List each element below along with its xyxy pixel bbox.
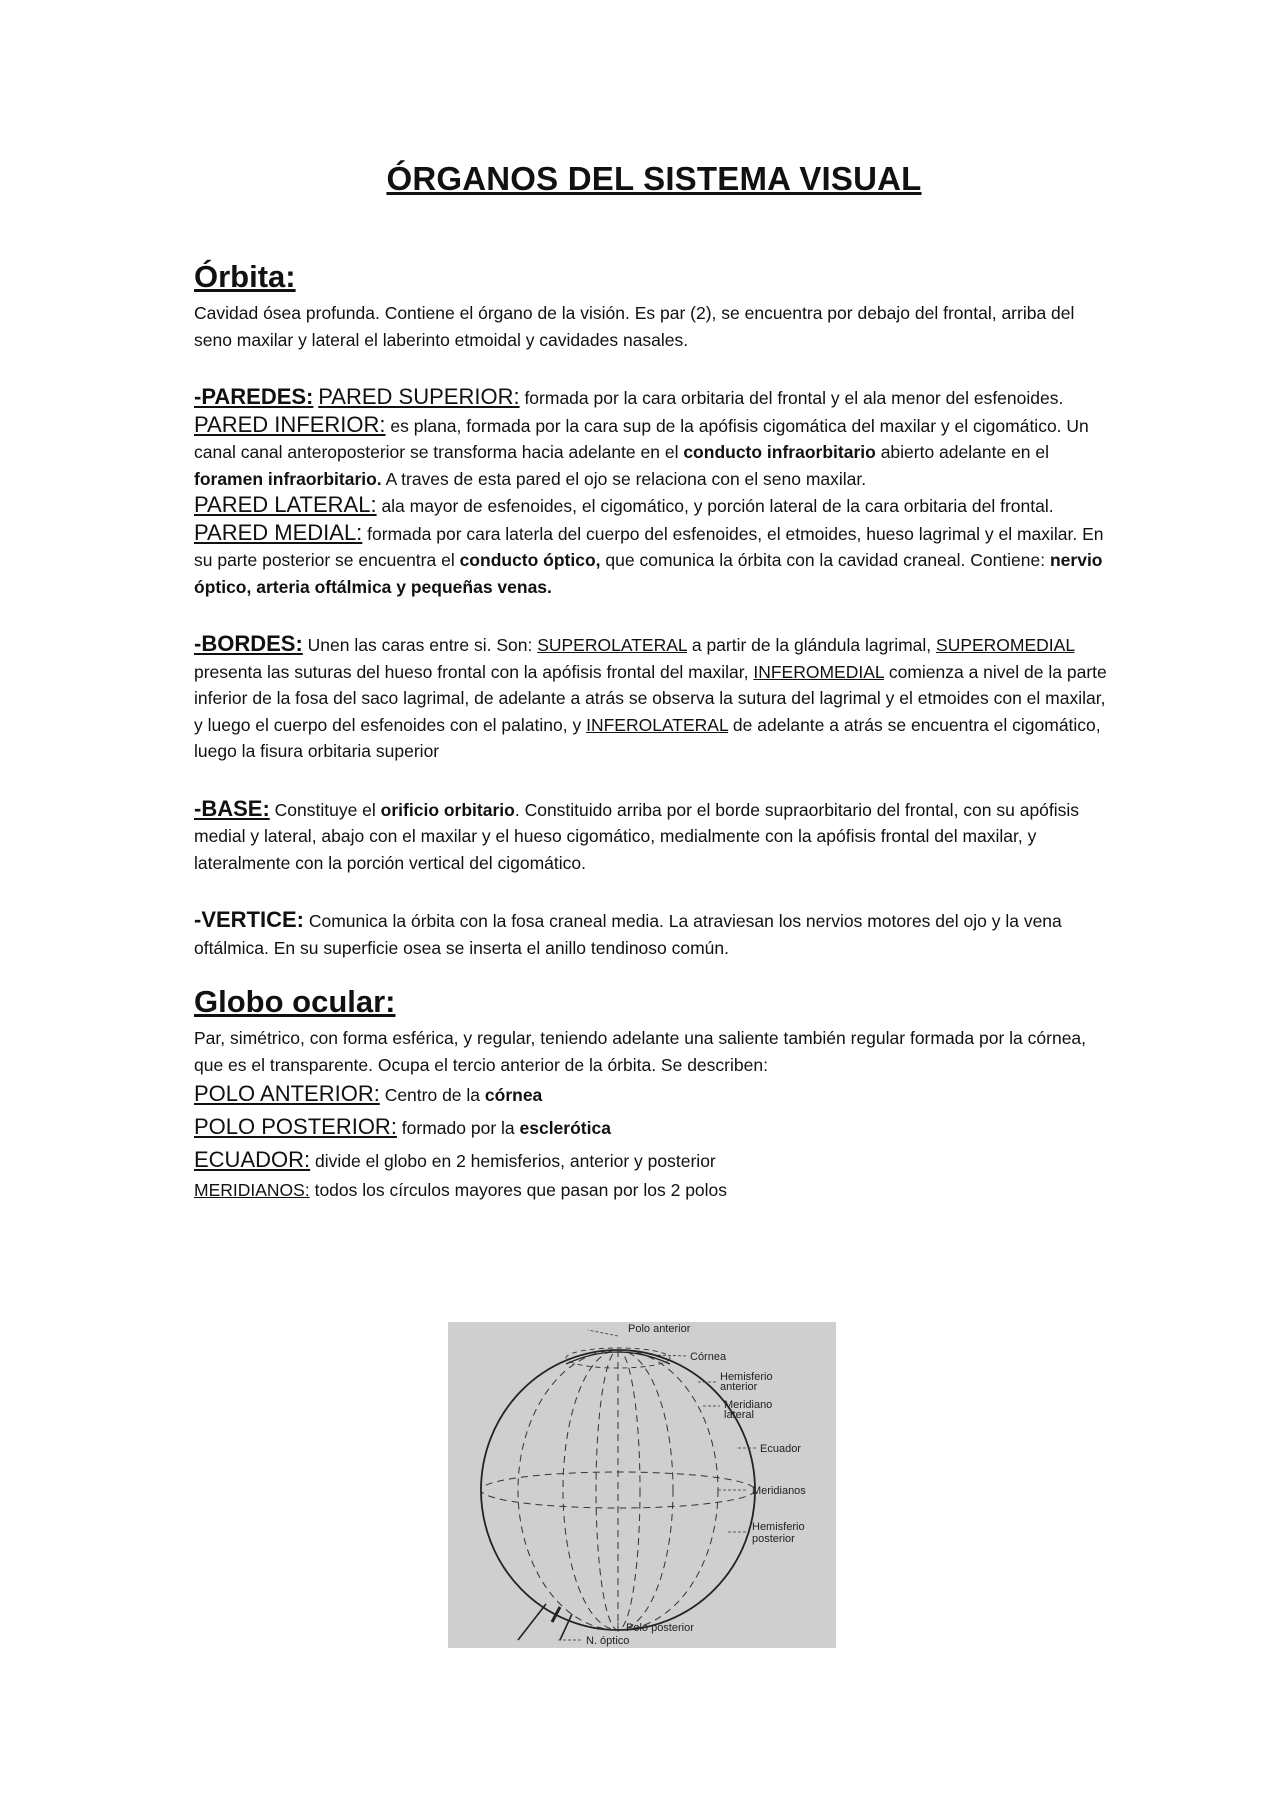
label-cornea: Córnea xyxy=(690,1351,727,1363)
label-hemisferio-posterior: Hemisferio xyxy=(752,1521,805,1533)
meridianos-paragraph xyxy=(194,1177,1114,1204)
optic-nerve-line xyxy=(518,1604,546,1640)
equator-line xyxy=(481,1472,755,1508)
meridianos-label: MERIDIANOS: xyxy=(194,1180,310,1200)
base-block xyxy=(194,796,1114,877)
base-text-2: . Constituido arriba por el borde supraorbitario del frontal, con su apófisis medial y lateral, abajo con el maxilar y el hueso cigomático, medialmente con la apófisis frontal del maxilar, y lateralmente con la porción vertical del cigomático. xyxy=(194,799,1080,873)
borde-inferolateral: INFEROLATERAL xyxy=(586,714,729,735)
ecuador-label: ECUADOR: xyxy=(194,1147,311,1172)
meridianos-text: todos los círculos mayores que pasan por los 2 polos xyxy=(309,1180,728,1200)
pared-inferior-text-2: abierto adelante en el xyxy=(875,442,1050,462)
bordes-block xyxy=(194,631,1114,765)
contenido-conducto: nervio óptico, arteria oftálmica y pequeñas venas. xyxy=(194,550,1103,597)
esclerotica-term: esclerótica xyxy=(519,1118,611,1138)
label-polo-posterior: Polo posterior xyxy=(626,1622,694,1634)
borde-superomedial: SUPEROMEDIAL xyxy=(936,635,1075,655)
polo-posterior-text: formado por la xyxy=(396,1118,520,1138)
paredes-superior-paragraph xyxy=(194,384,1114,412)
pared-lateral-label: PARED LATERAL: xyxy=(194,492,377,517)
bordes-text-2: a partir de la glándula lagrimal, xyxy=(686,635,937,655)
label-meridiano-lateral-2: lateral xyxy=(724,1409,754,1421)
polo-posterior-paragraph xyxy=(194,1111,1114,1144)
bordes-text-4: comienza a nivel de la parte inferior de la fosa del saco lagrimal, de adelante a atrás se observa la sutura del lagrimal y el etmoides con el maxilar, y luego el cuerpo del esfenoides con el palatino, y xyxy=(194,661,1107,735)
polo-anterior-label: POLO ANTERIOR: xyxy=(194,1081,380,1106)
label-polo-anterior: Polo anterior xyxy=(628,1323,691,1335)
vertice-paragraph xyxy=(194,907,1114,961)
orbita-intro-block xyxy=(194,300,1114,353)
page-title: ÓRGANOS DEL SISTEMA VISUAL xyxy=(386,160,922,197)
pared-medial-text: formada por cara laterla del cuerpo del esfenoides, el etmoides, hueso lagrimal y el maxilar. En su parte posterior se encuentra el xyxy=(194,523,1104,570)
document-body xyxy=(194,160,1114,1204)
foramen-infraorbitario: foramen infraorbitario. xyxy=(194,468,382,489)
ecuador-text: divide el globo en 2 hemisferios, anterior y posterior xyxy=(310,1151,716,1171)
polo-anterior-paragraph xyxy=(194,1078,1114,1111)
pared-medial-text-2: que comunica la órbita con la cavidad craneal. Contiene: xyxy=(600,550,1050,570)
label-meridianos: Meridianos xyxy=(752,1485,806,1497)
pared-superior-label: PARED SUPERIOR: xyxy=(318,384,520,409)
base-text: Constituye el xyxy=(269,799,381,820)
label-ecuador: Ecuador xyxy=(760,1443,801,1455)
globo-block xyxy=(194,1025,1114,1204)
globo-intro: Par, simétrico, con forma esférica, y regular, teniendo adelante una saliente también regular formada por la córnea, que es el transparente. Ocupa el tercio anterior de la órbita. Se describen: xyxy=(194,1028,1087,1075)
pared-medial-paragraph xyxy=(194,520,1114,601)
section-heading-globo: Globo ocular: xyxy=(194,984,396,1019)
bordes-text-5: de adelante a atrás se encuentra el cigomático, luego la fisura orbitaria superior xyxy=(194,714,1101,761)
borde-superolateral: SUPEROLATERAL xyxy=(537,635,687,655)
polo-anterior-text: Centro de la xyxy=(379,1085,485,1105)
orificio-orbitario: orificio orbitario xyxy=(380,799,515,820)
eyeball-diagram-svg xyxy=(448,1322,836,1648)
base-paragraph xyxy=(194,796,1114,877)
pared-inferior-label: PARED INFERIOR: xyxy=(194,411,386,437)
optic-nerve-line xyxy=(552,1607,560,1622)
base-lead: -BASE: xyxy=(194,795,270,821)
bordes-paragraph xyxy=(194,631,1114,765)
conducto-optico: conducto óptico, xyxy=(459,550,601,570)
vertice-block xyxy=(194,907,1114,961)
pared-inferior-text: es plana, formada por la cara sup de la apófisis cigomática del maxilar y el cigomático. Un canal canal anteroposterior se transforma hacia adelante en el xyxy=(194,415,1089,462)
pared-superior-text: formada por la cara orbitaria del frontal y el ala menor del esfenoides. xyxy=(519,388,1064,408)
pared-medial-label: PARED MEDIAL: xyxy=(194,519,363,545)
bordes-text: Unen las caras entre si. Son: xyxy=(302,635,538,655)
ecuador-paragraph xyxy=(194,1144,1114,1177)
pared-lateral-paragraph xyxy=(194,492,1114,520)
borde-inferomedial: INFEROMEDIAL xyxy=(753,661,884,682)
vertice-text: Comunica la órbita con la fosa craneal media. La atraviesan los nervios motores del ojo y la vena oftálmica. En su superficie osea se inserta el anillo tendinoso común. xyxy=(194,911,1062,958)
leader-line xyxy=(588,1330,618,1336)
orbita-intro: Cavidad ósea profunda. Contiene el órgano de la visión. Es par (2), se encuentra por debajo del frontal, arriba del seno maxilar y lateral el laberinto etmoidal y cavidades nasales. xyxy=(194,303,1075,350)
polo-posterior-label: POLO POSTERIOR: xyxy=(194,1114,397,1139)
cornea-term: córnea xyxy=(484,1085,543,1105)
label-n-optico: N. óptico xyxy=(586,1635,630,1647)
pared-inferior-paragraph xyxy=(194,412,1114,493)
conducto-infraorbitario: conducto infraorbitario xyxy=(683,442,876,462)
paredes-block xyxy=(194,384,1114,600)
paredes-lead: -PAREDES: xyxy=(194,384,314,409)
label-hemisferio-anterior-2: anterior xyxy=(720,1381,758,1393)
bordes-text-3: presenta las suturas del hueso frontal con la apófisis frontal del maxilar, xyxy=(194,661,754,682)
pared-inferior-text-3: A traves de esta pared el ojo se relaciona con el seno maxilar. xyxy=(381,468,867,489)
label-meridiano-lateral: Meridiano xyxy=(724,1399,773,1411)
bordes-lead: -BORDES: xyxy=(194,631,303,656)
pared-lateral-text: ala mayor de esfenoides, el cigomático, y porción lateral de la cara orbitaria del frontal. xyxy=(376,496,1054,516)
vertice-lead: -VERTICE: xyxy=(194,907,304,932)
label-hemisferio-anterior: Hemisferio xyxy=(720,1371,773,1383)
section-heading-orbita: Órbita: xyxy=(194,259,296,294)
eyeball-diagram xyxy=(448,1322,836,1648)
label-hemisferio-posterior-2: posterior xyxy=(752,1533,795,1545)
